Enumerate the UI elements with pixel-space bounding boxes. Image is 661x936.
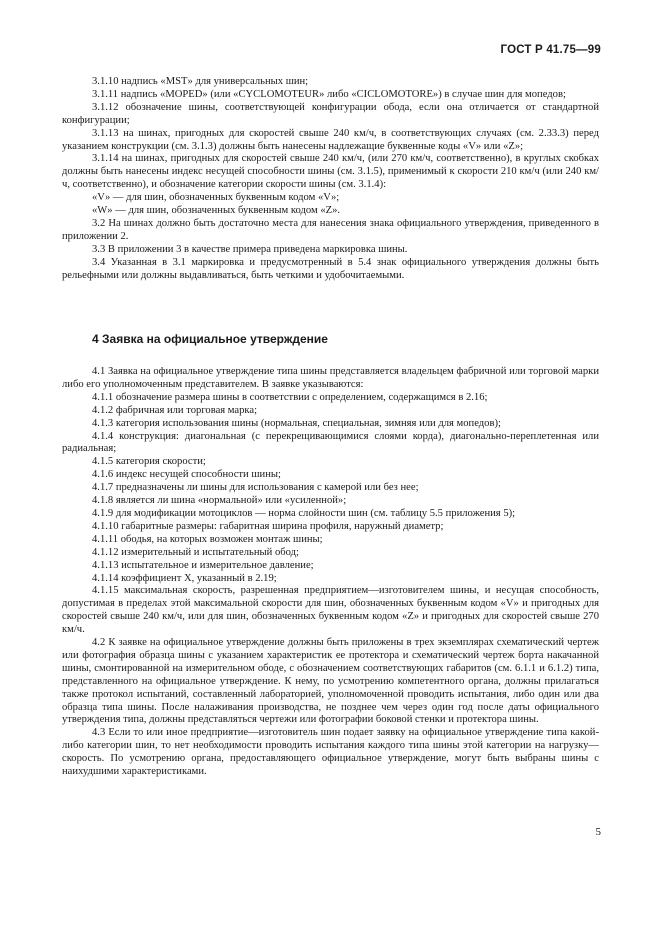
clause-3-1-14-w: «W» — для шин, обозначенных буквенным кодом «Z». bbox=[92, 205, 341, 217]
clause-4-1-12: 4.1.12 измерительный и испытательный обод; bbox=[92, 546, 299, 558]
clause-4-1-8: 4.1.8 является ли шина «нормальной» или «усиленной»; bbox=[92, 495, 347, 507]
clause-4-1-1: 4.1.1 обозначение размера шины в соответствии с определением, содержащимся в 2.16; bbox=[92, 391, 488, 403]
standard-code-header: ГОСТ Р 41.75—99 bbox=[500, 44, 601, 56]
clause-3-1-11: 3.1.11 надпись «MOPED» (или «CYCLOMOTEUR» либо «CICLOMOTORE») в случае шин для мопедов; bbox=[92, 88, 566, 100]
clause-3-1-14: 3.1.14 на шинах, пригодных для скоростей свыше 240 км/ч, (или 270 км/ч, соответственно), в круглых скобках должны быть нанесены индекс несущей способности шины (см. 3.1.5), применимый к скорости 210 км/ч (или 240 км/ч, соответственно), и обозначение категории скорости шины (см. 3.1.4): bbox=[62, 153, 599, 191]
marking-clauses bbox=[62, 76, 599, 283]
clause-4-1-15: 4.1.15 максимальная скорость, разрешенная предприятием—изготовителем шины, и несущая способность, допустимая в пределах этой максимальной скорости для шин, обозначенных буквенным кодом «V» и пригодных для скоростей свыше 240 км/ч, или для шин, обозначенных буквенным кодом «Z» и пригодных для скоростей свыше 270 км/ч. bbox=[62, 585, 599, 636]
clause-4-1-14: 4.1.14 коэффициент X, указанный в 2.19; bbox=[92, 572, 277, 584]
clause-3-3: 3.3 В приложении 3 в качестве примера приведена маркировка шины. bbox=[92, 243, 408, 255]
clause-3-2: 3.2 На шинах должно быть достаточно места для нанесения знака официального утверждения, приведенного в приложении 2. bbox=[62, 217, 599, 242]
clause-4-1: 4.1 Заявка на официальное утверждение типа шины представляется владельцем фабричной или торговой марки либо его уполномоченным представителем. В заявке указываются: bbox=[62, 366, 599, 390]
page-number: 5 bbox=[595, 826, 601, 838]
clause-4-1-10: 4.1.10 габаритные размеры: габаритная ширина профиля, наружный диаметр; bbox=[92, 520, 444, 532]
clause-4-1-13: 4.1.13 испытательное и измерительное давление; bbox=[92, 559, 314, 571]
clause-3-1-14-v: «V» — для шин, обозначенных буквенным кодом «V»; bbox=[92, 192, 340, 204]
clause-4-1-11: 4.1.11 ободья, на которых возможен монтаж шины; bbox=[92, 533, 323, 545]
clause-4-1-2: 4.1.2 фабричная или торговая марка; bbox=[92, 404, 258, 416]
clause-3-1-12: 3.1.12 обозначение шины, соответствующей конфигурации обода, если она отличается от стандартной конфигурации; bbox=[62, 101, 599, 126]
section-4-heading: 4 Заявка на официальное утверждение bbox=[92, 332, 328, 346]
clause-4-1-5: 4.1.5 категория скорости; bbox=[92, 456, 206, 468]
clause-3-1-13: 3.1.13 на шинах, пригодных для скоростей свыше 240 км/ч, в соответствующих случаях (см. 2.33.3) перед указанием конструкции (см. 3.1.3) должны быть нанесены надлежащие буквенные коды «V» или «Z»; bbox=[62, 127, 599, 152]
clause-4-1-9: 4.1.9 для модификации мотоциклов — норма слойности шин (см. таблицу 5.5 приложения 5); bbox=[92, 507, 516, 519]
clause-3-4: 3.4 Указанная в 3.1 маркировка и предусмотренный в 5.4 знак официального утверждения должны быть рельефными или должны выдавливаться, быть четкими и удобочитаемыми. bbox=[62, 256, 599, 281]
clause-3-1-10: 3.1.10 надпись «MST» для универсальных шин; bbox=[92, 76, 309, 87]
clause-4-1-3: 4.1.3 категория использования шины (нормальная, специальная, зимняя или для мопедов); bbox=[92, 417, 501, 429]
clause-4-1-4: 4.1.4 конструкция: диагональная (с перекрещивающимися слоями корда), диагонально-переплетенная или радиальная; bbox=[62, 430, 599, 455]
clause-4-1-7: 4.1.7 предназначены ли шины для использования с камерой или без нее; bbox=[92, 482, 419, 494]
clause-4-1-6: 4.1.6 индекс несущей способности шины; bbox=[92, 469, 281, 481]
application-clauses bbox=[62, 366, 599, 779]
clause-4-2: 4.2 К заявке на официальное утверждение должны быть приложены в трех экземплярах схематический чертеж или фотография образца шины с указанием характеристик ее протектора и схематический чертеж борта накачанной шины, смонтированной на измерительном ободе, с обозначением соответствующих габаритов (см. 6.1.1 и 6.1.2) типа, представленного на официальное утверждение. К нему, по усмотрению компетентного органа, должны прилагаться также протокол испытаний, составленный лабораторией, уполномоченной проводить испытания, либо один или два образца типа шины. После налаживания производства, не позднее чем через один год после даты официального утверждения типа, должны представляться чертежи или фотографии боковой стенки и протектора шины. bbox=[62, 637, 599, 726]
clause-4-3: 4.3 Если то или иное предприятие—изготовитель шин подает заявку на официальное утверждение типа какой-либо категории шин, то нет необходимости проводить испытания каждого типа шины этой категории на нагрузку—скорость. По усмотрению органа, предоставляющего официальное утверждение, могут быть выбраны шины с наихудшими характеристиками. bbox=[62, 727, 599, 778]
